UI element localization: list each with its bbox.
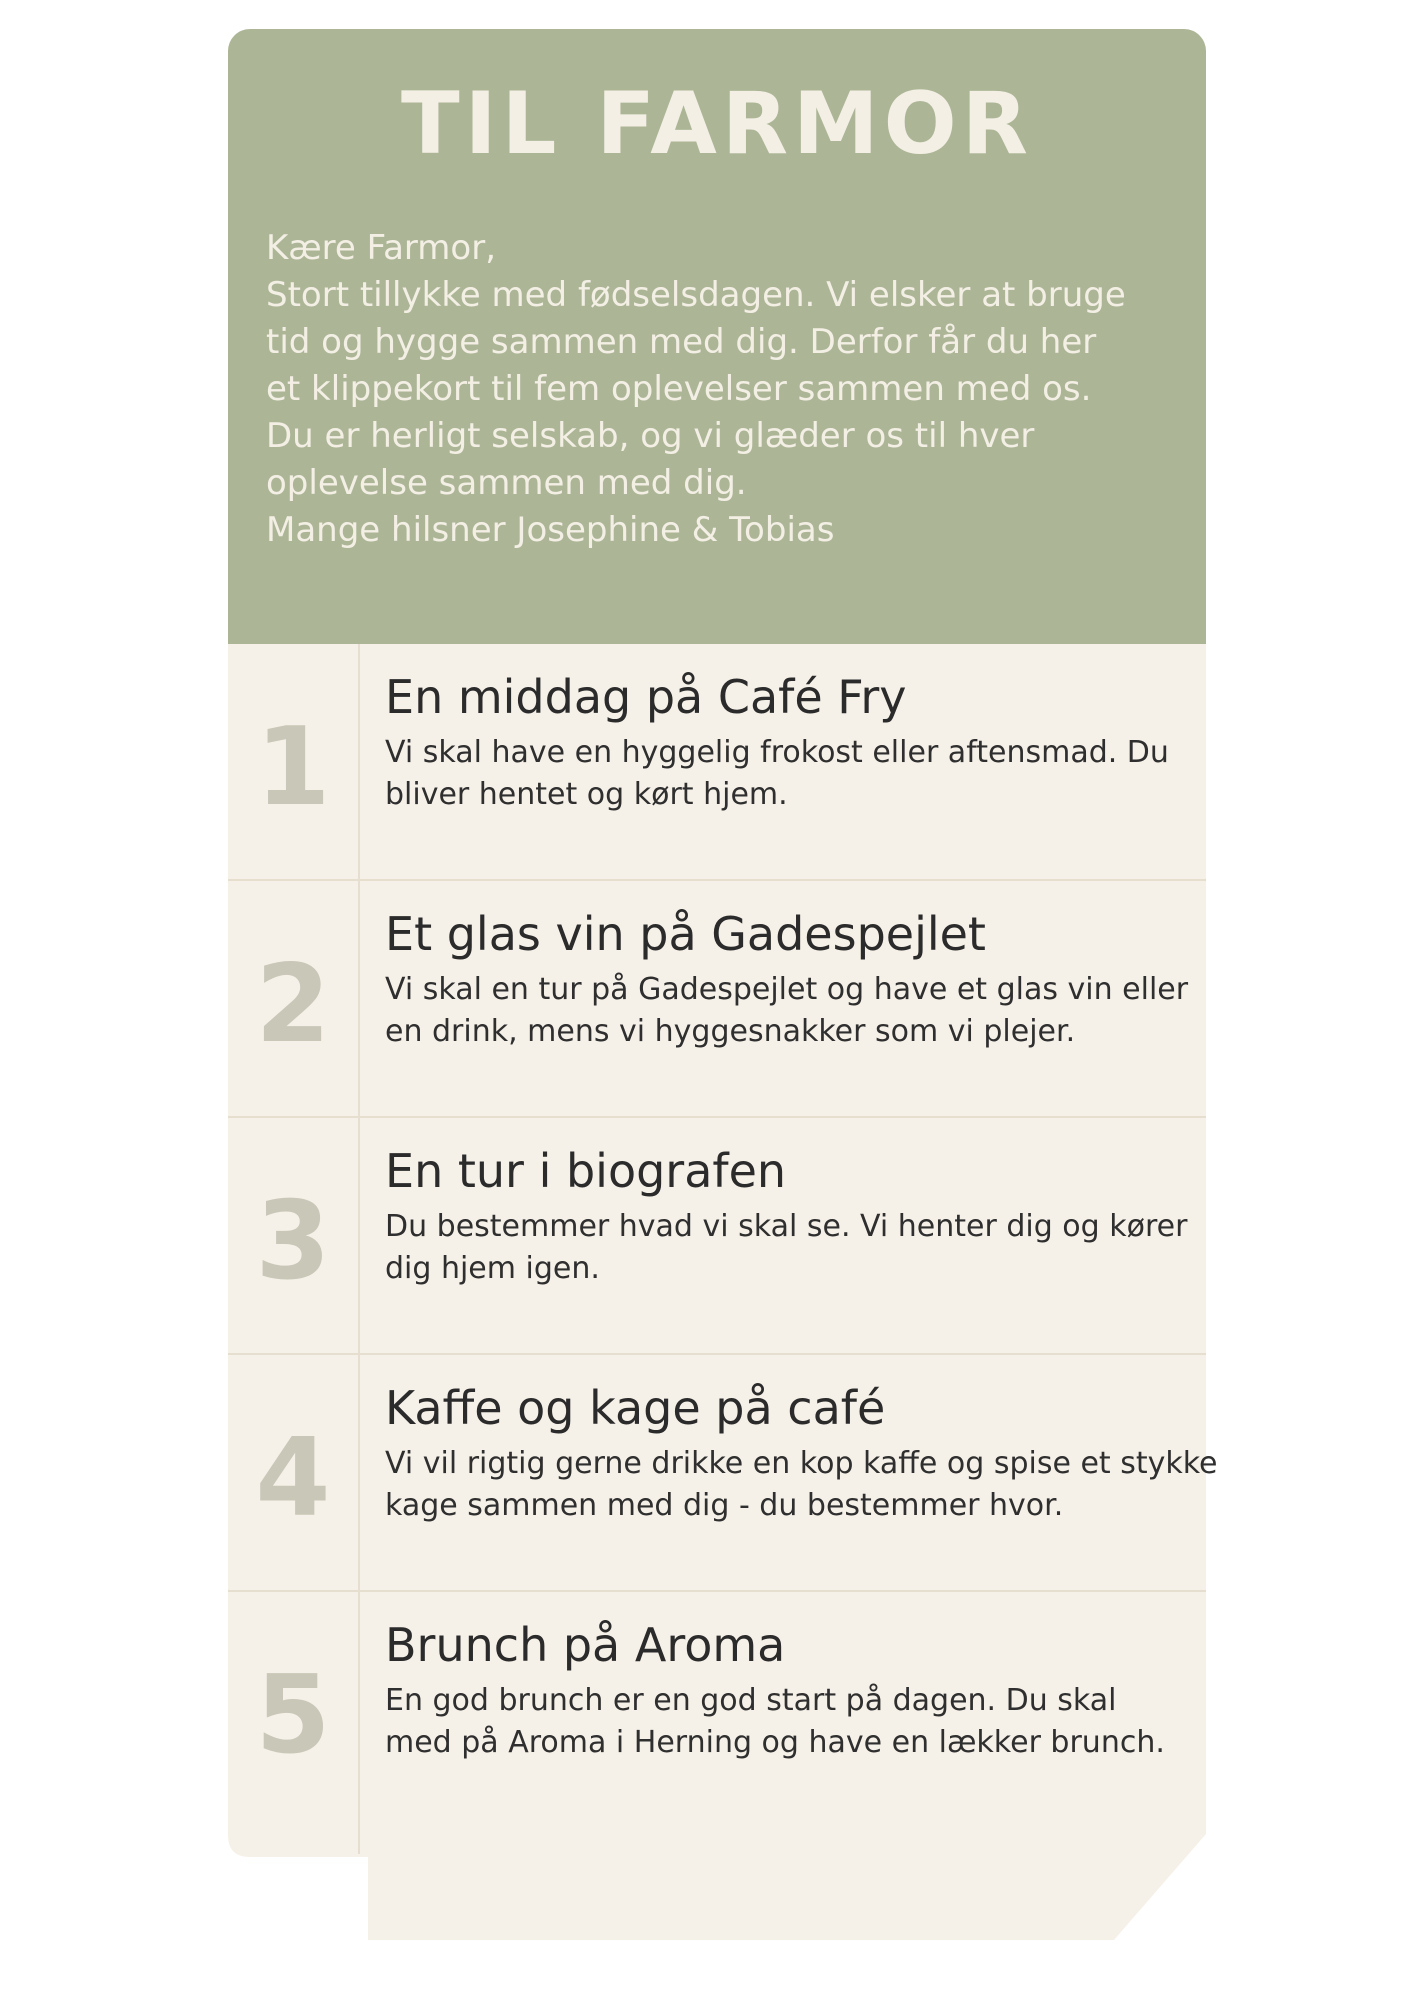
- punch-card: [228, 29, 1218, 1970]
- description-line: Vi skal en tur på Gadespejlet og have et glas vin eller: [385, 972, 1189, 1007]
- message-line: et klippekort til fem oplevelser sammen med os.: [266, 369, 1092, 409]
- item-title: Kaffe og kage på café: [385, 1381, 886, 1435]
- item-title: En tur i biografen: [385, 1144, 787, 1198]
- experience-item-4: [228, 1355, 1218, 1592]
- item-description: [385, 1680, 1205, 1764]
- message-line: Kære Farmor,: [266, 228, 496, 268]
- experience-item-3: [228, 1118, 1206, 1355]
- card-header: [228, 29, 1206, 644]
- description-line: Vi skal have en hyggelig frokost eller aftensmad. Du: [385, 735, 1169, 770]
- description-line: med på Aroma i Herning og have en lækker brunch.: [385, 1725, 1165, 1760]
- item-description: [385, 969, 1205, 1053]
- description-line: dig hjem igen.: [385, 1251, 600, 1286]
- message-signature: Mange hilsner Josephine & Tobias: [266, 510, 835, 550]
- description-line: Vi vil rigtig gerne drikke en kop kaffe og spise et stykke: [385, 1446, 1218, 1481]
- item-number: 4: [255, 1416, 331, 1541]
- description-line: kage sammen med dig - du bestemmer hvor.: [385, 1488, 1064, 1523]
- description-line: bliver hentet og kørt hjem.: [385, 777, 788, 812]
- experience-item-1: [228, 644, 1206, 881]
- card-title: TIL FARMOR: [401, 74, 1033, 174]
- experience-item-5: [228, 1592, 1206, 1829]
- message-line: Du er herligt selskab, og vi glæder os til hver: [266, 416, 1035, 456]
- item-number: 5: [255, 1653, 331, 1778]
- message-line: Stort tillykke med fødselsdagen. Vi elsker at bruge: [266, 275, 1126, 315]
- item-number: 1: [255, 705, 331, 830]
- item-title: Et glas vin på Gadespejlet: [385, 907, 986, 961]
- item-number: 3: [255, 1179, 331, 1304]
- item-title: Brunch på Aroma: [385, 1618, 786, 1672]
- item-description: [385, 732, 1205, 816]
- description-line: en drink, mens vi hyggesnakker som vi plejer.: [385, 1014, 1076, 1049]
- description-line: Du bestemmer hvad vi skal se. Vi henter dig og kører: [385, 1209, 1188, 1244]
- greeting-message: [266, 225, 1166, 554]
- experience-item-2: [228, 881, 1206, 1118]
- item-title: En middag på Café Fry: [385, 670, 907, 724]
- description-line: En god brunch er en god start på dagen. Du skal: [385, 1683, 1117, 1718]
- item-description: [385, 1443, 1218, 1527]
- item-description: [385, 1206, 1205, 1290]
- message-line: oplevelse sammen med dig.: [266, 463, 747, 503]
- message-line: tid og hygge sammen med dig. Derfor får du her: [266, 322, 1097, 362]
- item-number: 2: [255, 942, 331, 1067]
